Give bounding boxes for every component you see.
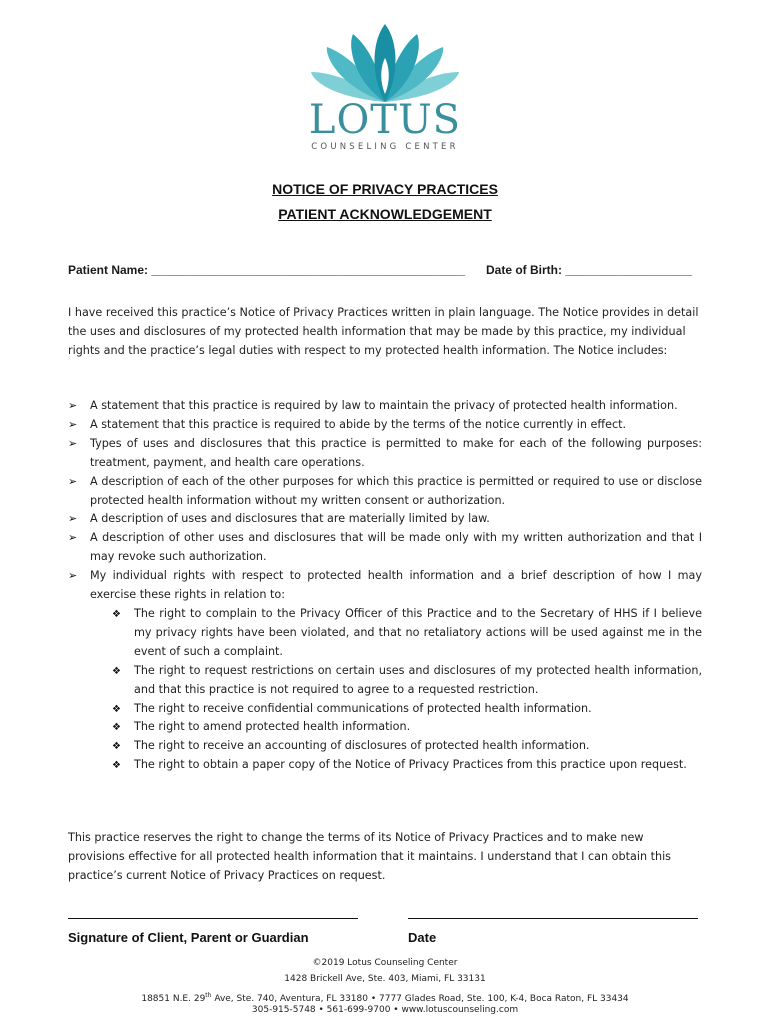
patient-name-field[interactable]: Patient Name: _______________________________________________ <box>68 263 466 277</box>
diamond-flower-icon: ❖ <box>112 665 121 677</box>
arrowhead-icon: ➢ <box>68 569 78 583</box>
list-item: ➢ A description of other uses and disclosures that will be made only with my written authorization and that I may revoke such authorization. <box>68 531 702 564</box>
date-of-birth-field[interactable]: Date of Birth: ___________________ <box>486 263 693 277</box>
list-item: ➢ A statement that this practice is required to abide by the terms of the notice currently in effect. <box>68 416 702 435</box>
list-item: ➢ A description of uses and disclosures that are materially limited by law. <box>68 510 702 529</box>
diamond-flower-icon: ❖ <box>112 760 121 772</box>
document-title: NOTICE OF PRIVACY PRACTICES <box>272 181 498 197</box>
closing-paragraph: This practice reserves the right to change the terms of its Notice of Privacy Practices and to make new provisions effective for all protected health information that it maintains. I understand that I can obtain this practice’s current Notice of Privacy Practices on request. <box>68 831 672 882</box>
date-label: Date <box>408 930 437 945</box>
diamond-flower-icon: ❖ <box>112 703 121 715</box>
arrowhead-icon: ➢ <box>68 436 78 450</box>
arrowhead-icon: ➢ <box>68 417 78 431</box>
lotus-flower-icon <box>310 22 460 104</box>
intro-paragraph: I have received this practice’s Notice of Privacy Practices written in plain language. The Notice provides in detail the uses and disclosures of my protected health information that may be made by this practice, my individual rights and the practice’s legal duties with respect to my protected health information. The Notice includes: <box>68 306 699 357</box>
document-subtitle: PATIENT ACKNOWLEDGEMENT <box>278 206 492 222</box>
arrowhead-icon: ➢ <box>68 531 78 545</box>
footer-contact: 305-915-5748 • 561-699-9700 • www.lotuscounseling.com <box>251 1005 519 1015</box>
diamond-flower-icon: ❖ <box>112 722 121 734</box>
lotus-logo <box>300 22 470 157</box>
date-line[interactable] <box>408 918 698 919</box>
footer-address-2: 18851 N.E. 29th Ave, Ste. 740, Aventura, FL 33180 • 7777 Glades Road, Ste. 100, K-4, Boca Raton, FL 33434 <box>141 992 629 1004</box>
list-item: ➢ Types of uses and disclosures that this practice is permitted to make for each of the following purposes: treatment, payment, and health care operations. <box>68 436 702 469</box>
diamond-flower-icon: ❖ <box>112 608 121 620</box>
sublist-item: ❖ The right to amend protected health information. <box>112 718 702 737</box>
logo-tagline: COUNSELING CENTER <box>311 142 459 152</box>
sublist-item: ❖ The right to receive confidential communications of protected health information. <box>112 700 702 719</box>
signature-line[interactable] <box>68 918 358 919</box>
sublist-item: ❖ The right to complain to the Privacy Officer of this Practice and to the Secretary of HHS if I believe my privacy rights have been violated, and that no retaliatory actions will be used against me in the event of such a complaint. <box>112 606 702 658</box>
list-item: ➢ A statement that this practice is required by law to maintain the privacy of protected health information. <box>68 397 702 416</box>
sublist-item: ❖ The right to request restrictions on certain uses and disclosures of my protected health information, and that this practice is not required to agree to a requested restriction. <box>112 663 702 696</box>
sublist-item: ❖ The right to receive an accounting of disclosures of protected health information. <box>112 737 702 756</box>
diamond-flower-icon: ❖ <box>112 741 121 753</box>
list-item: ➢ My individual rights with respect to protected health information and a brief description of how I may exercise these rights in relation to: ❖ The right to complain to the Privacy Officer of this Practice and to the Secretary of HHS if I believe my privacy rights have been violated, and that no retaliatory actions will be used against me in the event of such a complaint. ❖ The right to request restrictions on certain uses and disclosures of my protected health information, and that this practice is not required to agree to a requested restriction. ❖ The right to receive confidential communications of protected health information. ❖ The right to amend protected health information. ❖ The right to receive an accounting of disclosures of protected health information. ❖ The right to obtain a paper copy of the Notice of Privacy Practices from this practice upon request. <box>68 567 702 775</box>
logo-name: LOTUS <box>308 97 462 143</box>
notice-contents-list <box>68 397 702 775</box>
patient-info-row <box>68 263 708 277</box>
list-item: ➢ A description of each of the other purposes for which this practice is permitted or required to use or disclose protected health information without my written consent or authorization. <box>68 474 702 507</box>
rights-sublist <box>112 605 702 775</box>
arrowhead-icon: ➢ <box>68 512 78 526</box>
sublist-item: ❖ The right to obtain a paper copy of the Notice of Privacy Practices from this practice upon request. <box>112 756 702 775</box>
signature-label: Signature of Client, Parent or Guardian <box>68 930 309 945</box>
arrowhead-icon: ➢ <box>68 474 78 488</box>
arrowhead-icon: ➢ <box>68 399 78 412</box>
footer-address-1: 1428 Brickell Ave, Ste. 403, Miami, FL 33131 <box>284 974 486 984</box>
footer-copyright: ©2019 Lotus Counseling Center <box>312 958 458 968</box>
